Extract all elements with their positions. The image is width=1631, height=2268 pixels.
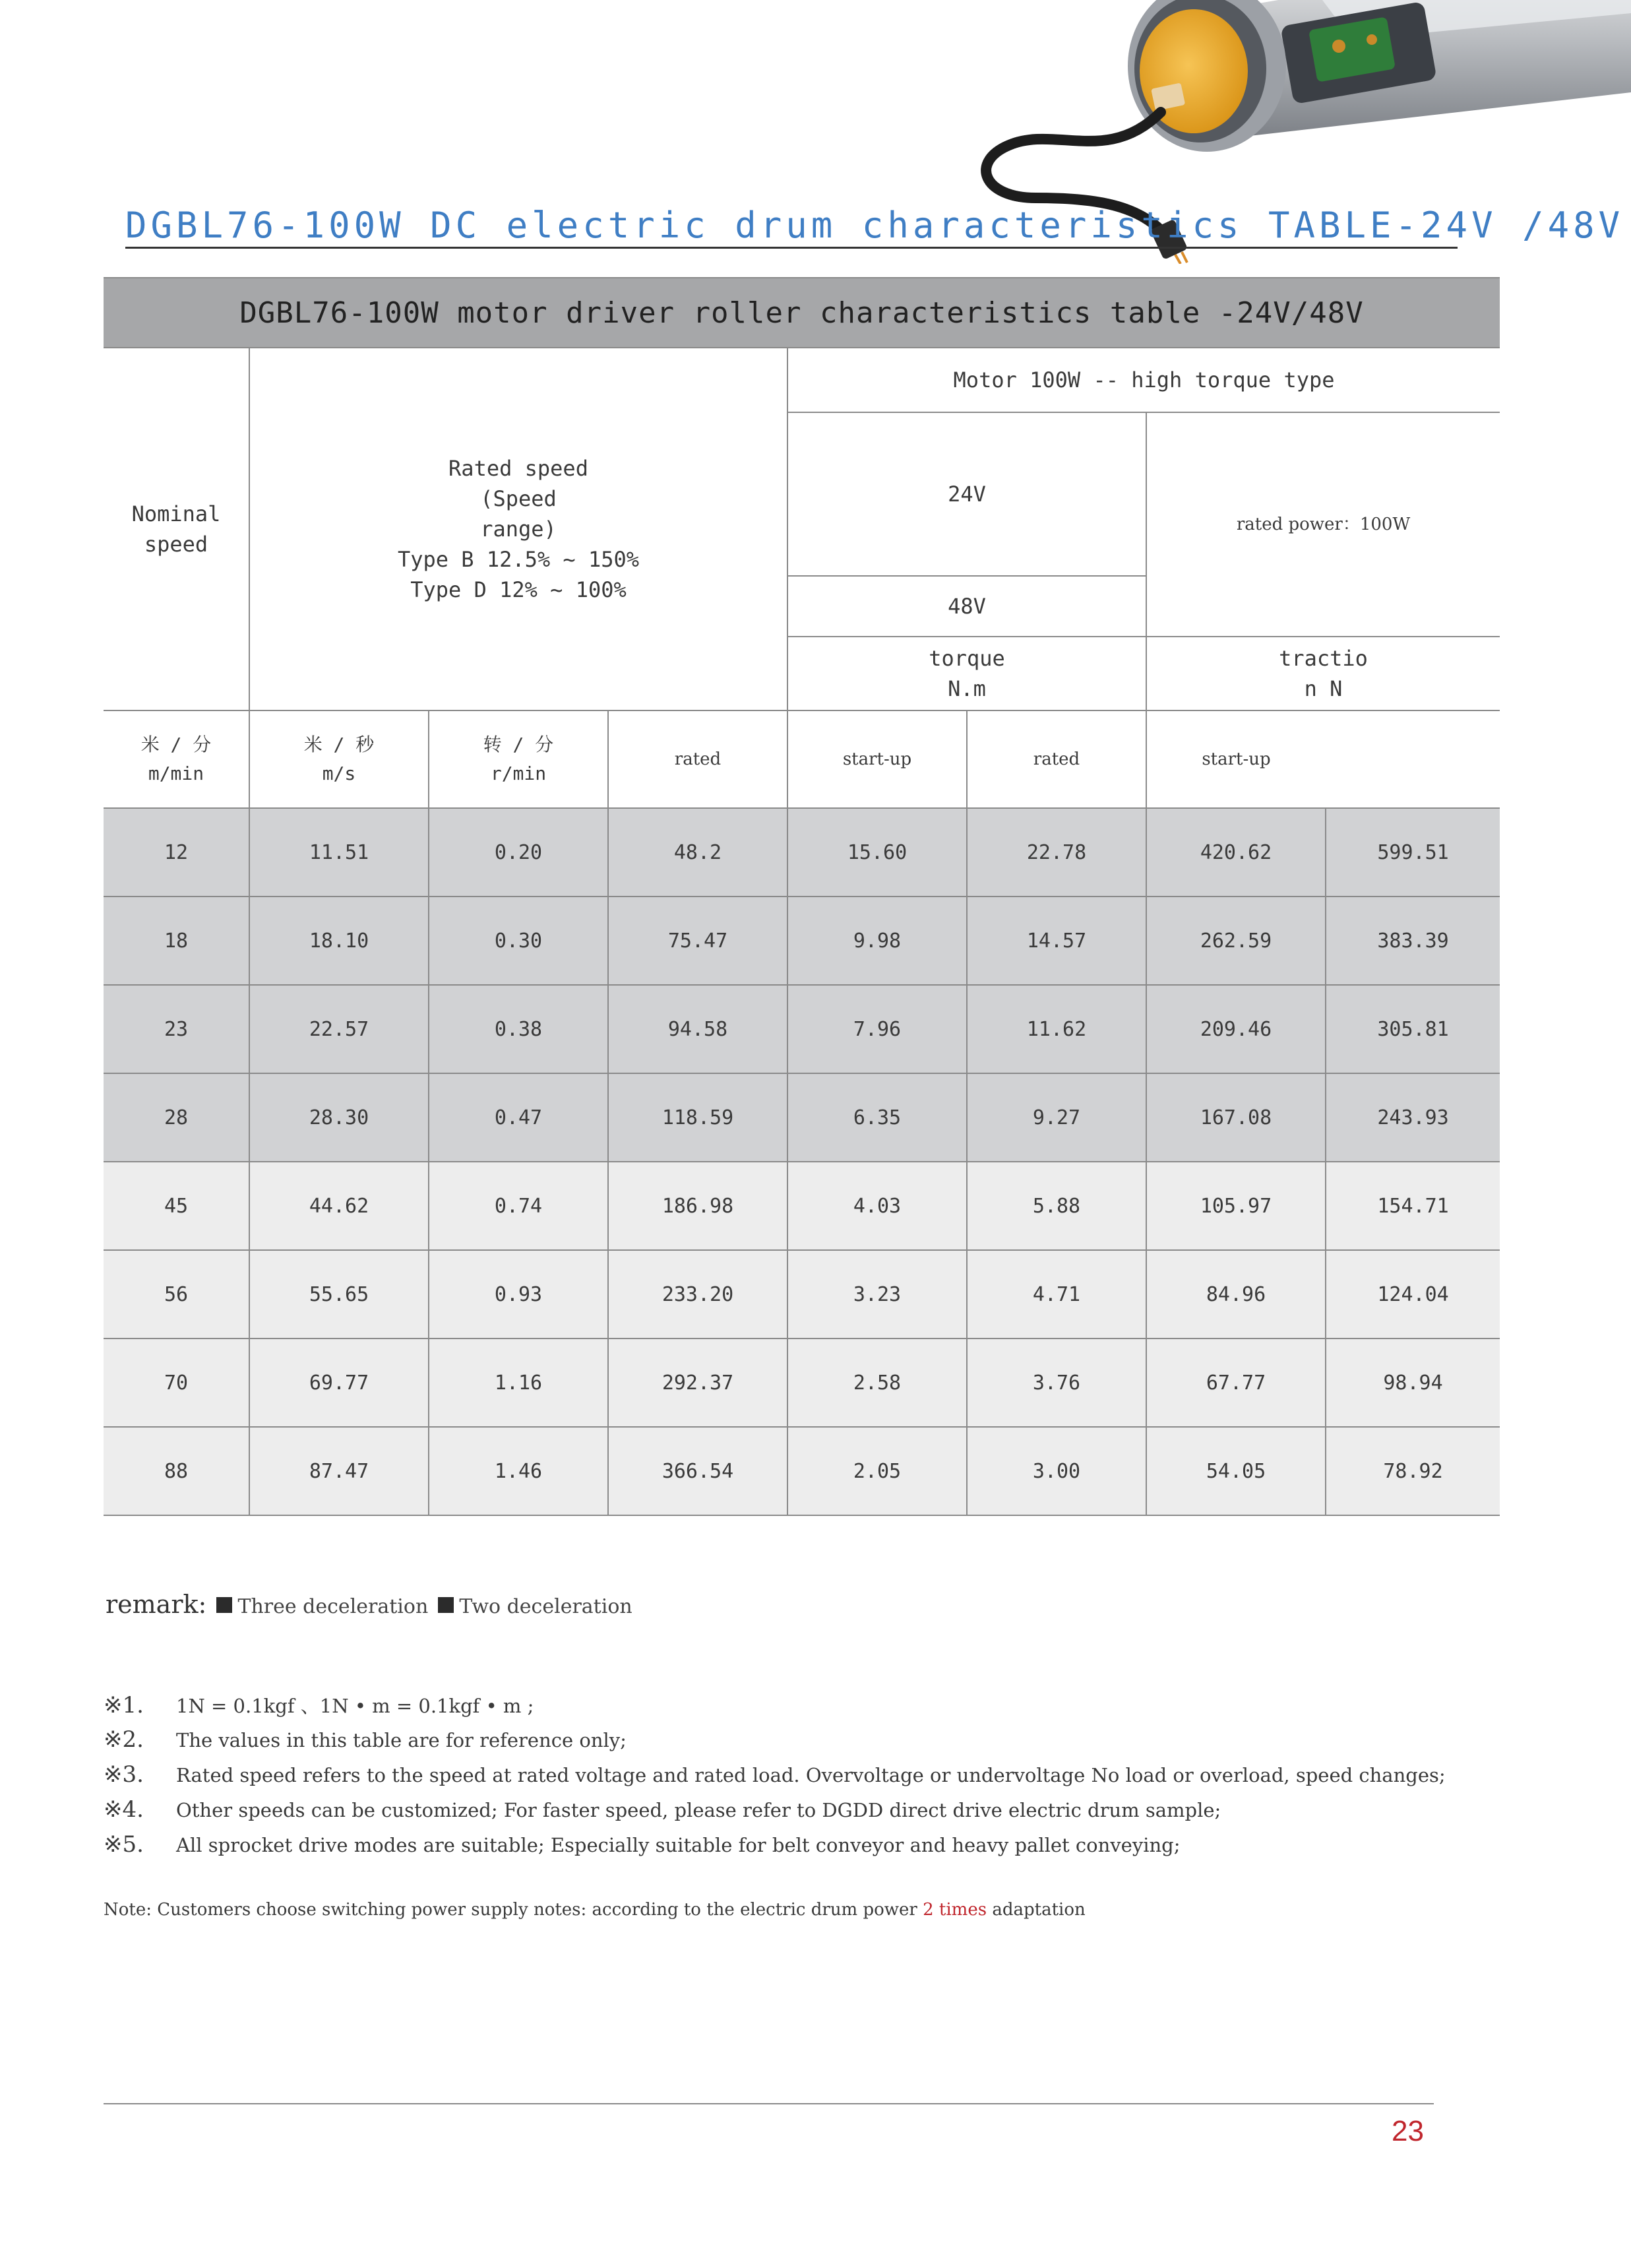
table-row xyxy=(104,808,1500,897)
unit-header-row xyxy=(104,710,1500,808)
page-title: DGBL76-100W DC electric drum characteristics TABLE-24V /48V xyxy=(125,205,1624,246)
rated-speed-line: Type D 12% ~ 100% xyxy=(410,577,627,602)
cell-torque-startup: 3.76 xyxy=(967,1339,1146,1427)
traction-unit-line: n N xyxy=(1304,676,1343,701)
cell-speed-m-s: 0.74 xyxy=(429,1162,608,1250)
cell-traction-rated: 420.62 xyxy=(1146,808,1326,897)
cell-nominal-speed: 88 xyxy=(104,1427,249,1515)
cell-speed-m-s: 0.30 xyxy=(429,897,608,985)
remark-label: remark: xyxy=(106,1590,207,1619)
cell-torque-rated: 3.23 xyxy=(787,1250,967,1339)
voltage-48v-header: 48V xyxy=(787,576,1146,637)
unit-header-m-s xyxy=(249,710,429,808)
note-text: The values in this table are for reference only; xyxy=(176,1729,627,1751)
note-4 xyxy=(104,1796,1221,1823)
traction-rated-header: rated xyxy=(967,710,1146,808)
cell-traction-rated: 54.05 xyxy=(1146,1427,1326,1515)
unit-en: r/min xyxy=(490,763,547,784)
note-text: Other speeds can be customized; For faster speed, please refer to DGDD direct drive electric drum sample; xyxy=(176,1799,1221,1821)
table-row xyxy=(104,1073,1500,1162)
cell-torque-startup: 4.71 xyxy=(967,1250,1146,1339)
note-text: All sprocket drive modes are suitable; Especially suitable for belt conveyor and heavy pallet conveying; xyxy=(176,1834,1181,1856)
note-mark: ※2. xyxy=(104,1726,144,1753)
rated-speed-line: (Speed xyxy=(480,486,557,511)
table-row xyxy=(104,1427,1500,1515)
cell-speed-r-min: 292.37 xyxy=(608,1339,787,1427)
cell-traction-startup: 124.04 xyxy=(1326,1250,1500,1339)
table-row xyxy=(104,1162,1500,1250)
table-row xyxy=(104,897,1500,985)
cell-speed-r-min: 118.59 xyxy=(608,1073,787,1162)
traction-startup-header: start-up xyxy=(1146,710,1326,808)
torque-rated-header: rated xyxy=(608,710,787,808)
note-3 xyxy=(104,1761,1446,1788)
rated-speed-line: Type B 12.5% ~ 150% xyxy=(397,547,640,572)
note-mark: ※1. xyxy=(104,1692,144,1718)
customer-note-prefix: Note: Customers choose switching power supply notes: according to the electric drum power xyxy=(104,1900,923,1920)
cell-traction-startup: 243.93 xyxy=(1326,1073,1500,1162)
cell-torque-rated: 15.60 xyxy=(787,808,967,897)
cell-torque-startup: 14.57 xyxy=(967,897,1146,985)
nominal-speed-label: Nominal speed xyxy=(131,501,221,557)
motor-type-header: Motor 100W -- high torque type xyxy=(787,348,1500,412)
unit-cn: 米 / 分 xyxy=(140,734,212,755)
note-text: Rated speed refers to the speed at rated voltage and rated load. Overvoltage or undervoltage No load or overload, speed changes; xyxy=(176,1764,1446,1786)
cell-traction-startup: 154.71 xyxy=(1326,1162,1500,1250)
cell-speed-m-min: 69.77 xyxy=(249,1339,429,1427)
cell-traction-rated: 262.59 xyxy=(1146,897,1326,985)
cell-nominal-speed: 12 xyxy=(104,808,249,897)
cell-speed-m-min: 18.10 xyxy=(249,897,429,985)
note-mark: ※4. xyxy=(104,1796,144,1823)
rated-speed-line: Rated speed xyxy=(448,456,588,481)
cell-traction-rated: 105.97 xyxy=(1146,1162,1326,1250)
rated-power-header: rated power：100W xyxy=(1146,412,1500,637)
table-banner-row xyxy=(104,278,1500,348)
torque-line: torque xyxy=(929,646,1005,671)
cell-speed-r-min: 75.47 xyxy=(608,897,787,985)
unit-header-m-min xyxy=(104,710,249,808)
table-banner: DGBL76-100W motor driver roller characteristics table -24V/48V xyxy=(104,278,1500,348)
cell-speed-m-min: 28.30 xyxy=(249,1073,429,1162)
cell-traction-startup: 305.81 xyxy=(1326,985,1500,1073)
note-mark: ※3. xyxy=(104,1761,144,1788)
nominal-speed-header xyxy=(104,348,249,710)
cell-speed-r-min: 233.20 xyxy=(608,1250,787,1339)
cell-torque-rated: 2.58 xyxy=(787,1339,967,1427)
unit-en: m/min xyxy=(148,763,204,784)
cell-traction-rated: 67.77 xyxy=(1146,1339,1326,1427)
cell-nominal-speed: 56 xyxy=(104,1250,249,1339)
cell-speed-m-min: 44.62 xyxy=(249,1162,429,1250)
torque-header xyxy=(787,637,1146,710)
table-row xyxy=(104,1339,1500,1427)
cell-nominal-speed: 28 xyxy=(104,1073,249,1162)
table-row xyxy=(104,1250,1500,1339)
rated-speed-header xyxy=(249,348,787,710)
cell-speed-m-s: 0.47 xyxy=(429,1073,608,1162)
table-row xyxy=(104,985,1500,1073)
cell-nominal-speed: 45 xyxy=(104,1162,249,1250)
cell-torque-rated: 4.03 xyxy=(787,1162,967,1250)
rated-speed-line: range) xyxy=(480,517,557,542)
cell-traction-startup: 78.92 xyxy=(1326,1427,1500,1515)
cell-traction-startup: 599.51 xyxy=(1326,808,1500,897)
cell-torque-rated: 9.98 xyxy=(787,897,967,985)
unit-en: m/s xyxy=(322,763,356,784)
cell-torque-startup: 9.27 xyxy=(967,1073,1146,1162)
torque-unit-line: N.m xyxy=(948,676,986,701)
voltage-24v-header: 24V xyxy=(787,412,1146,576)
remark-item: Three deceleration xyxy=(237,1595,429,1618)
cell-speed-m-s: 0.20 xyxy=(429,808,608,897)
header-row-1 xyxy=(104,348,1500,412)
cell-speed-m-s: 1.16 xyxy=(429,1339,608,1427)
cell-speed-r-min: 94.58 xyxy=(608,985,787,1073)
torque-startup-header: start-up xyxy=(787,710,967,808)
customer-note-suffix: adaptation xyxy=(987,1900,1086,1920)
cell-torque-rated: 6.35 xyxy=(787,1073,967,1162)
cell-speed-m-s: 0.93 xyxy=(429,1250,608,1339)
unit-cn: 米 / 秒 xyxy=(303,734,375,755)
remark-item: Two deceleration xyxy=(459,1595,632,1618)
cell-speed-r-min: 186.98 xyxy=(608,1162,787,1250)
cell-nominal-speed: 23 xyxy=(104,985,249,1073)
cell-torque-startup: 5.88 xyxy=(967,1162,1146,1250)
cell-nominal-speed: 70 xyxy=(104,1339,249,1427)
note-2 xyxy=(104,1726,627,1753)
cell-torque-rated: 2.05 xyxy=(787,1427,967,1515)
cell-traction-startup: 383.39 xyxy=(1326,897,1500,985)
cell-speed-m-min: 87.47 xyxy=(249,1427,429,1515)
cell-speed-m-s: 0.38 xyxy=(429,985,608,1073)
cell-speed-r-min: 48.2 xyxy=(608,808,787,897)
square-bullet-icon xyxy=(438,1597,454,1613)
cell-traction-rated: 209.46 xyxy=(1146,985,1326,1073)
note-1 xyxy=(104,1691,534,1718)
footer-rule xyxy=(104,2103,1434,2104)
customer-power-note xyxy=(104,1900,1086,1920)
cell-speed-m-min: 55.65 xyxy=(249,1250,429,1339)
title-underline xyxy=(125,247,1458,249)
cell-traction-rated: 167.08 xyxy=(1146,1073,1326,1162)
traction-line: tractio xyxy=(1279,646,1368,671)
customer-note-highlight: 2 times xyxy=(923,1900,987,1920)
cell-speed-m-s: 1.46 xyxy=(429,1427,608,1515)
cell-speed-r-min: 366.54 xyxy=(608,1427,787,1515)
square-bullet-icon xyxy=(216,1597,232,1613)
cell-torque-startup: 11.62 xyxy=(967,985,1146,1073)
page-number: 23 xyxy=(1392,2115,1424,2147)
unit-header-r-min xyxy=(429,710,608,808)
characteristics-table xyxy=(104,277,1500,1516)
traction-header xyxy=(1146,637,1500,710)
note-mark: ※5. xyxy=(104,1831,144,1858)
unit-cn: 转 / 分 xyxy=(483,734,554,755)
note-text: 1N = 0.1kgf 、1N • m = 0.1kgf • m ; xyxy=(176,1695,534,1717)
cell-torque-rated: 7.96 xyxy=(787,985,967,1073)
table-body xyxy=(104,808,1500,1515)
cell-speed-m-min: 22.57 xyxy=(249,985,429,1073)
cell-torque-startup: 3.00 xyxy=(967,1427,1146,1515)
note-5 xyxy=(104,1831,1181,1858)
cell-torque-startup: 22.78 xyxy=(967,808,1146,897)
cell-nominal-speed: 18 xyxy=(104,897,249,985)
cell-speed-m-min: 11.51 xyxy=(249,808,429,897)
remark-line xyxy=(106,1590,632,1623)
cell-traction-startup: 98.94 xyxy=(1326,1339,1500,1427)
cell-traction-rated: 84.96 xyxy=(1146,1250,1326,1339)
